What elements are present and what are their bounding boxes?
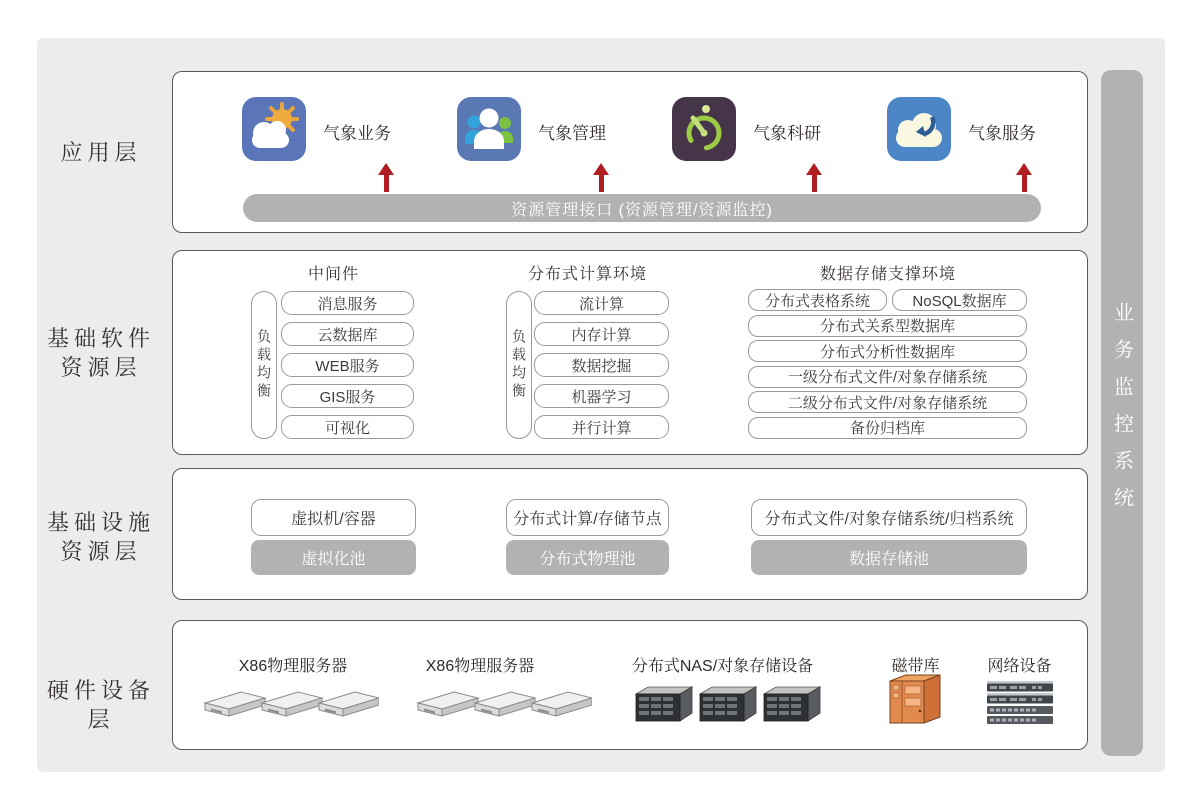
computing-title: 分布式计算环境 — [527, 266, 647, 283]
layer-label-hardware — [34, 676, 168, 734]
storage-item: 备份归档库 — [748, 417, 1027, 439]
middleware-item: 云数据库 — [281, 322, 414, 346]
pool-box: 数据存储池 — [751, 540, 1027, 575]
weather-business-icon — [241, 96, 307, 162]
weather-research-icon — [671, 96, 737, 162]
device-label: 网络设备 — [987, 658, 1052, 675]
weather-service-icon — [886, 96, 952, 162]
resource-box: 分布式文件/对象存储系统/归档系统 — [751, 499, 1027, 536]
computing-item: 流计算 — [534, 291, 669, 315]
computing-item: 机器学习 — [534, 384, 669, 408]
layer-label-line: 硬件设备层 — [46, 678, 155, 732]
layer-label-application — [34, 138, 168, 167]
up-arrow-icon — [1016, 163, 1032, 192]
network-device-icon — [985, 679, 1055, 727]
pool-box: 虚拟化池 — [251, 540, 416, 575]
pool-box: 分布式物理池 — [506, 540, 669, 575]
middleware-title: 中间件 — [307, 266, 359, 283]
device-label: X86物理服务器 — [238, 658, 348, 675]
storage-item: 分布式关系型数据库 — [748, 315, 1027, 337]
device-label: 磁带库 — [891, 658, 940, 675]
storage-items — [748, 289, 1027, 439]
software-layer-panel — [172, 250, 1088, 455]
up-arrow-icon — [806, 163, 822, 192]
x86-server-icon — [203, 687, 379, 721]
business-monitoring-system-bar — [1101, 70, 1143, 756]
computing-item: 并行计算 — [534, 415, 669, 439]
middleware-item: 可视化 — [281, 415, 414, 439]
resource-box: 分布式计算/存储节点 — [506, 499, 669, 536]
resource-management-interface-bar: 资源管理接口 (资源管理/资源监控) — [243, 194, 1041, 222]
business-monitoring-system-label: 业务监控系统 — [1110, 302, 1133, 524]
layer-label-line: 资源层 — [60, 539, 142, 564]
tape-library-icon — [884, 671, 946, 729]
storage-item: 一级分布式文件/对象存储系统 — [748, 366, 1027, 388]
layer-label-infrastructure — [34, 508, 168, 566]
load-balancer-label: 负载均衡 — [256, 329, 272, 401]
storage-title: 数据存储支撑环境 — [819, 266, 956, 283]
middleware-item: GIS服务 — [281, 384, 414, 408]
layer-label-line: 应用层 — [60, 140, 142, 165]
storage-item: 二级分布式文件/对象存储系统 — [748, 391, 1027, 413]
hardware-layer-panel — [172, 620, 1088, 750]
nas-storage-icon — [632, 683, 822, 725]
app-label: 气象管理 — [538, 124, 606, 143]
x86-server-icon — [416, 687, 592, 721]
layer-label-software — [34, 324, 168, 382]
app-label: 气象服务 — [968, 124, 1036, 143]
middleware-items — [281, 291, 414, 439]
computing-item: 内存计算 — [534, 322, 669, 346]
load-balancer-box — [251, 291, 277, 439]
load-balancer-label: 负载均衡 — [511, 329, 527, 401]
storage-item: 分布式表格系统 — [748, 289, 887, 311]
device-label: 分布式NAS/对象存储设备 — [631, 658, 814, 675]
application-layer-panel — [172, 71, 1088, 233]
layer-label-line: 资源层 — [60, 355, 142, 380]
middleware-item: WEB服务 — [281, 353, 414, 377]
up-arrow-icon — [593, 163, 609, 192]
weather-management-icon — [456, 96, 522, 162]
app-label: 气象业务 — [323, 124, 391, 143]
middleware-item: 消息服务 — [281, 291, 414, 315]
load-balancer-box — [506, 291, 532, 439]
infrastructure-layer-panel — [172, 468, 1088, 600]
storage-item: NoSQL数据库 — [892, 289, 1027, 311]
layer-label-line: 基础软件 — [46, 326, 155, 351]
storage-item: 分布式分析性数据库 — [748, 340, 1027, 362]
resource-box: 虚拟机/容器 — [251, 499, 416, 536]
device-label: X86物理服务器 — [425, 658, 535, 675]
computing-items — [534, 291, 669, 439]
storage-row — [748, 289, 1027, 311]
computing-item: 数据挖掘 — [534, 353, 669, 377]
layer-label-line: 基础设施 — [46, 510, 155, 535]
up-arrow-icon — [378, 163, 394, 192]
app-label: 气象科研 — [753, 124, 821, 143]
